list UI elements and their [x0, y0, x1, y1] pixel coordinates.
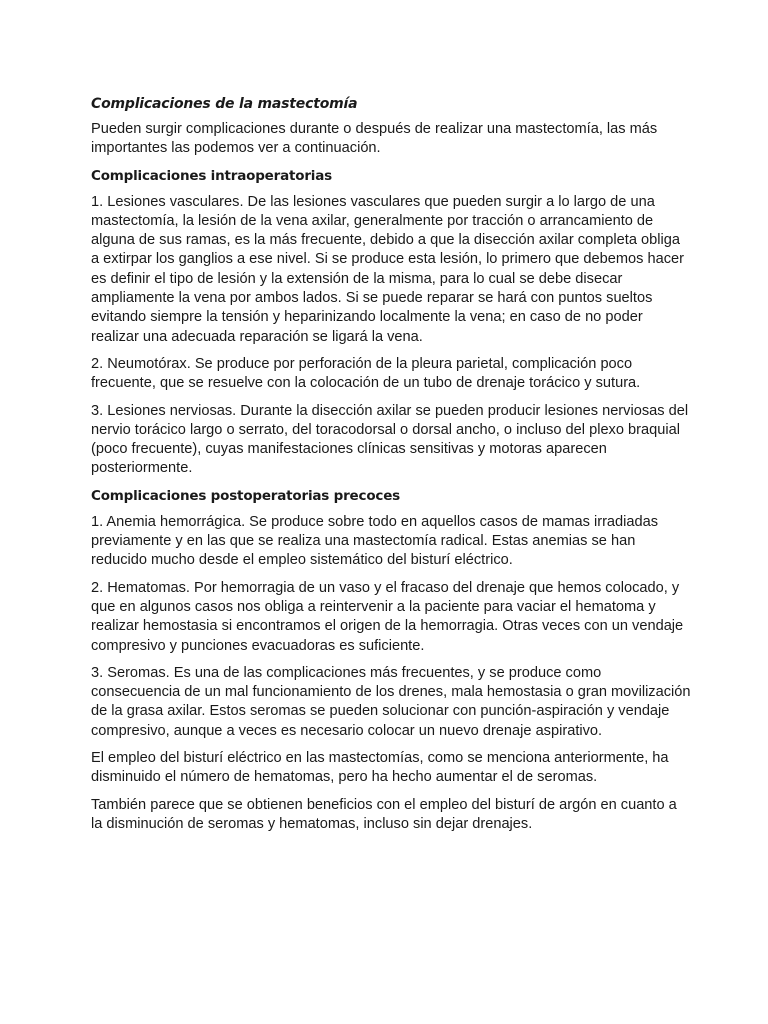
document-title: Complicaciones de la mastectomía — [91, 96, 358, 112]
paragraph-hematomas: 2. Hematomas. Por hemorragia de un vaso y el fracaso del drenaje que hemos colocado, y que en algunos casos nos obliga a reintervenir a la paciente para vaciar el hematoma y realizar hemostasia si encontramos el origen de la hemorragia. Otras veces con un vendaje compresivo y punciones evacuadoras es suficiente. — [91, 579, 684, 654]
paragraph-argon-scalpel: También parece que se obtienen beneficios con el empleo del bisturí de argón en cuanto a la disminución de seromas y hematomas, incluso sin dejar drenajes. — [91, 796, 677, 832]
section-heading: Complicaciones intraoperatorias — [91, 167, 332, 184]
paragraph-vascular-lesions: 1. Lesiones vasculares. De las lesiones vasculares que pueden surgir a lo largo de una mastectomía, la lesión de la vena axilar, generalmente por tracción o arrancamiento de alguna de sus ramas, es la más frecuente, debido a que la disección axilar completa obliga a extirpar los ganglios a ese nivel. Si se produce esta lesión, lo primero que debemos hacer es definir el tipo de lesión y la extensión de la misma, para lo cual se debe disecar ampliamente la vena por ambos lados. Si se puede reparar se hará con puntos sueltos evitando siempre la tensión y heparinizando localmente la vena; en caso de no poder realizar una adecuada reparación se ligará la vena. — [91, 193, 684, 345]
section-heading: Complicaciones postoperatorias precoces — [91, 487, 400, 504]
intro-paragraph: Pueden surgir complicaciones durante o después de realizar una mastectomía, las más importantes las podemos ver a continuación. — [91, 121, 658, 157]
document-page — [91, 94, 691, 842]
section-early-postoperative — [91, 487, 691, 834]
paragraph-electric-scalpel: El empleo del bisturí eléctrico en las mastectomías, como se menciona anteriormente, ha disminuido el número de hematomas, pero ha hecho aumentar el de seromas. — [91, 750, 669, 786]
paragraph-pneumothorax: 2. Neumotórax. Se produce por perforación de la pleura parietal, complicación poco frecuente, que se resuelve con la colocación de un tubo de drenaje torácico y sutura. — [91, 355, 641, 392]
paragraph-seromas: 3. Seromas. Es una de las complicaciones más frecuentes, y se produce como consecuencia de un mal funcionamiento de los drenes, mala hemostasia o gran movilización de la grasa axilar. Estos seromas se pueden solucionar con punción-aspiración y vendaje compresivo, aunque a veces es necesario colocar un nuevo drenaje aspirativo. — [91, 664, 691, 739]
paragraph-nerve-lesions: 3. Lesiones nerviosas. Durante la disección axilar se pueden producir lesiones nerviosas del nervio torácico largo o serrato, del toracodorsal o dorsal ancho, o incluso del plexo braquial (poco frecuente), cuyas manifestaciones clínicas sensitivas y motoras aparecen posteriormente. — [91, 402, 689, 477]
paragraph-hemorrhagic-anemia: 1. Anemia hemorrágica. Se produce sobre todo en aquellos casos de mamas irradiadas previamente y en las que se realiza una mastectomía radical. Estas anemias se han reducido mucho desde el empleo sistemático del bisturí eléctrico. — [91, 513, 659, 569]
section-intraoperative — [91, 167, 691, 479]
